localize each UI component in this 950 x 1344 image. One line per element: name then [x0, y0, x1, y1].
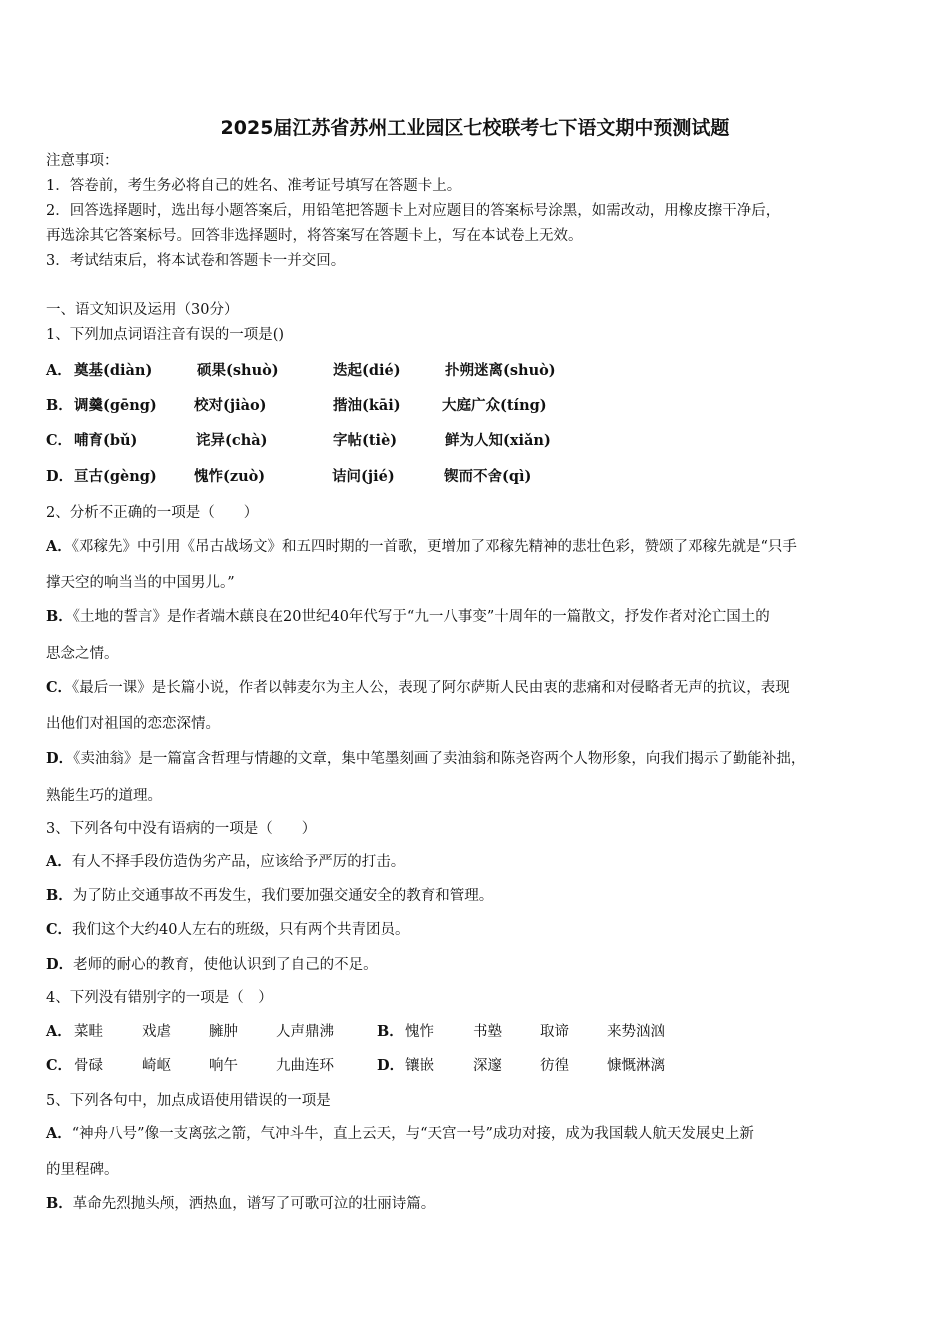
option-item: 臃肿	[209, 1024, 238, 1040]
option-item: 骨碌	[74, 1058, 103, 1074]
option-item: 哺育(bǔ)	[74, 432, 138, 449]
option-item: 迭起(dié)	[333, 362, 401, 379]
option-label: B．	[377, 1023, 404, 1040]
option-item: 大庭广众(tíng)	[442, 397, 547, 414]
option-item: 崎岖	[142, 1058, 171, 1074]
option-item: 镶嵌	[405, 1058, 434, 1074]
question-3-option: D．老师的耐心的教育，使他认识到了自己的不足。	[46, 956, 378, 973]
option-item: 书塾	[473, 1024, 502, 1040]
notice-heading: 注意事项：	[46, 153, 119, 169]
question-3-option: C．我们这个大约40人左右的班级，只有两个共青团员。	[46, 921, 410, 938]
question-3-option: B．为了防止交通事故不再发生，我们要加强交通安全的教育和管理。	[46, 887, 494, 904]
question-2-line: 撑天空的响当当的中国男儿。”	[46, 575, 235, 591]
question-2-line: C．《最后一课》是长篇小说，作者以韩麦尔为主人公，表现了阿尔萨斯人民由衷的悲痛和对侵略者无声的抗议，表现	[46, 679, 790, 696]
option-item: 愧怍	[405, 1024, 434, 1040]
exam-title: 2025届江苏省苏州工业园区七校联考七下语文期中预测试题	[220, 117, 730, 139]
question-2-line: 思念之情。	[46, 646, 119, 662]
question-2-line: D．《卖油翁》是一篇富含哲理与情趣的文章，集中笔墨刻画了卖油翁和陈尧咨两个人物形象，向我们揭示了勤能补拙，	[46, 750, 806, 767]
option-item: 菜畦	[74, 1024, 103, 1040]
question-2-line: 熟能生巧的道理。	[46, 788, 162, 804]
question-5-stem: 5、下列各句中，加点成语使用错误的一项是	[46, 1093, 331, 1109]
question-2-stem: 2、分析不正确的一项是（ ）	[46, 505, 259, 521]
question-5-line: 的里程碑。	[46, 1162, 119, 1178]
notice-item: 再选涂其它答案标号。回答非选择题时，将答案写在答题卡上，写在本试卷上无效。	[46, 228, 583, 244]
option-item: 锲而不舍(qì)	[444, 468, 532, 485]
question-2-line: A．《邓稼先》中引用《吊古战场文》和五四时期的一首歌，更增加了邓稼先精神的悲壮色彩，赞颂了邓稼先就是“只手	[46, 538, 797, 555]
question-4-stem: 4、下列没有错别字的一项是（ ）	[46, 990, 273, 1006]
option-label: C．	[46, 432, 73, 449]
section-heading: 一、语文知识及运用（30分）	[46, 302, 239, 318]
question-5-line: A．“神舟八号”像一支离弦之箭，气冲斗牛，直上云天，与“天宫一号”成功对接，成为我国载人航天发展史上新	[46, 1125, 754, 1142]
option-item: 深邃	[473, 1058, 502, 1074]
question-3-option: A．有人不择手段仿造伪劣产品，应该给予严厉的打击。	[46, 853, 406, 870]
option-label: C．	[46, 1057, 73, 1074]
question-3-stem: 3、下列各句中没有语病的一项是（ ）	[46, 821, 317, 837]
option-label: D．	[377, 1057, 405, 1074]
question-2-line: 出他们对祖国的恋恋深情。	[46, 716, 220, 732]
option-item: 字帖(tiè)	[333, 432, 398, 449]
question-5-line: B．革命先烈抛头颅，洒热血，谱写了可歌可泣的壮丽诗篇。	[46, 1195, 436, 1212]
option-item: 慷慨淋漓	[607, 1058, 665, 1074]
option-item: 响午	[209, 1058, 238, 1074]
option-item: 调羹(gēng)	[74, 397, 157, 414]
option-item: 硕果(shuò)	[197, 362, 279, 379]
question-1-stem: 1、下列加点词语注音有误的一项是()	[46, 327, 285, 343]
option-item: 戏虐	[142, 1024, 171, 1040]
option-item: 扑朔迷离(shuò)	[445, 362, 556, 379]
option-item: 亘古(gèng)	[74, 468, 157, 485]
option-item: 愧怍(zuò)	[194, 468, 266, 485]
option-item: 诧异(chà)	[196, 432, 268, 449]
option-item: 诘问(jié)	[332, 468, 395, 485]
option-item: 揩油(kāi)	[333, 397, 401, 414]
option-item: 来势汹汹	[607, 1024, 665, 1040]
option-item: 校对(jiào)	[194, 397, 267, 414]
option-item: 奠基(diàn)	[74, 362, 153, 379]
notice-item: 2．回答选择题时，选出每小题答案后，用铅笔把答题卡上对应题目的答案标号涂黑，如需改动，用橡皮擦干净后，	[46, 203, 781, 219]
option-item: 人声鼎沸	[276, 1024, 334, 1040]
option-item: 彷徨	[540, 1058, 569, 1074]
option-label: B．	[46, 397, 73, 414]
option-label: D．	[46, 468, 74, 485]
option-item: 鲜为人知(xiǎn)	[445, 432, 551, 449]
option-item: 九曲连环	[276, 1058, 334, 1074]
notice-item: 3．考试结束后，将本试卷和答题卡一并交回。	[46, 253, 346, 269]
notice-item: 1．答卷前，考生务必将自己的姓名、准考证号填写在答题卡上。	[46, 178, 462, 194]
option-item: 取谛	[540, 1024, 569, 1040]
option-label: A．	[46, 362, 72, 379]
option-label: A．	[46, 1023, 72, 1040]
question-2-line: B．《土地的誓言》是作者端木蕻良在20世纪40年代写于“九一八事变”十周年的一篇散文，抒发作者对沦亡国土的	[46, 608, 770, 625]
